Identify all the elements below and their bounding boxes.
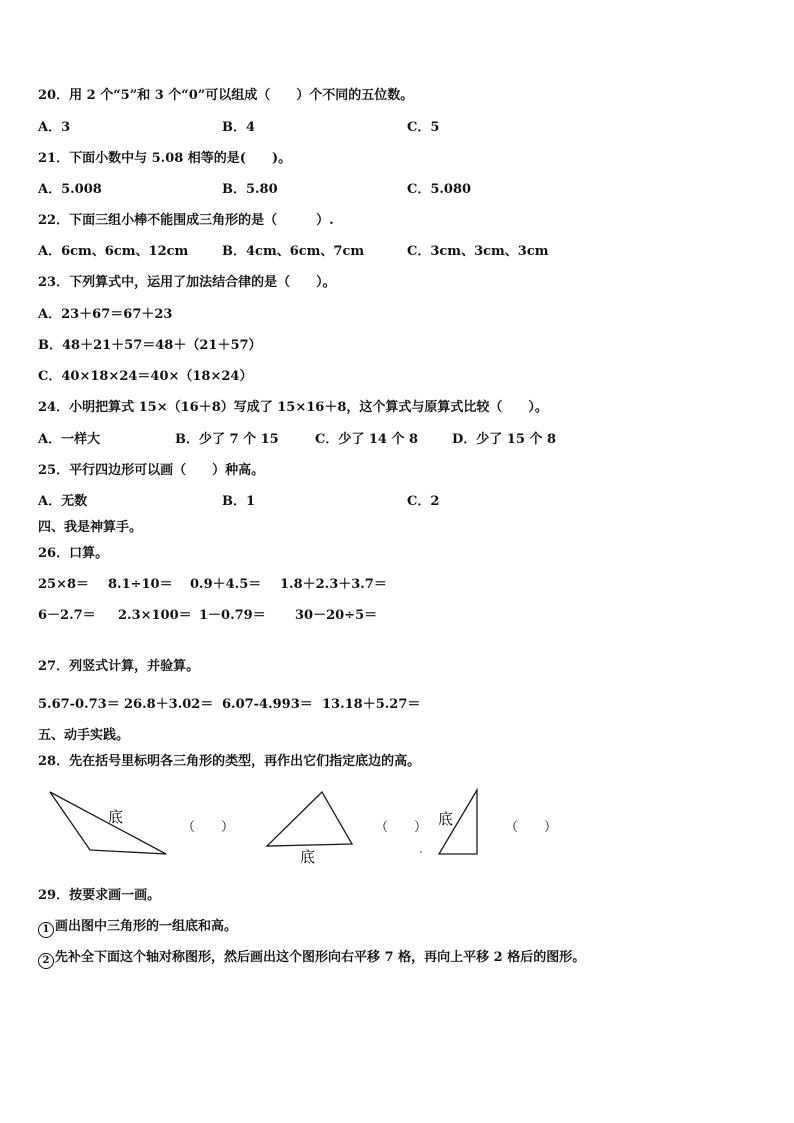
q29-part2-text: 先补全下面这个轴对称图形，然后画出这个图形向右平移 7 格，再向上平移 2 格后的图形。 — [55, 950, 586, 965]
calc-2: 8.1÷10＝ — [108, 577, 173, 592]
q20-stem: 20．用 2 个“5”和 3 个“0”可以组成（ ）个不同的五位数。 — [38, 88, 414, 103]
q23-option-b[interactable]: B．48＋21＋57＝48＋（21＋57） — [38, 338, 262, 353]
vertical-calc-4: 13.18＋5.27＝ — [322, 697, 421, 712]
q24-option-c[interactable]: C．少了 14 个 8 — [315, 432, 419, 447]
q27-stem: 27．列竖式计算，并验算。 — [38, 659, 200, 674]
circled-number-1: 1 — [38, 922, 54, 938]
base-label-3: 底 — [438, 810, 454, 828]
q25-stem: 25．平行四边形可以画（ ）种高。 — [38, 463, 265, 478]
q21-option-c[interactable]: C．5.080 — [407, 182, 472, 197]
q23-option-c[interactable]: C．40×18×24＝40×（18×24） — [38, 369, 253, 384]
q22-option-c[interactable]: C．3cm、3cm、3cm — [407, 244, 549, 259]
q21-option-b[interactable]: B．5.80 — [222, 182, 278, 197]
q24-option-b[interactable]: B．少了 7 个 15 — [175, 432, 279, 447]
vertical-calc-3: 6.07-4.993＝ — [222, 697, 313, 712]
q25-option-c[interactable]: C．2 — [407, 494, 440, 509]
calc-4: 1.8＋2.3＋3.7＝ — [280, 577, 387, 592]
answer-paren-3[interactable]: （ ） — [505, 820, 558, 835]
q28-stem: 28．先在括号里标明各三角形的类型，再作出它们指定底边的高。 — [38, 754, 421, 769]
q29-stem: 29．按要求画一画。 — [38, 888, 161, 903]
q29-part1 — [38, 915, 237, 938]
q24-stem: 24．小明把算式 15×（16＋8）写成了 15×16＋8，这个算式与原算式比较（ ）。 — [38, 400, 548, 415]
q22-stem: 22．下面三组小棒不能围成三角形的是（ ）. — [38, 213, 334, 228]
q24-option-a[interactable]: A．一样大 — [38, 432, 101, 447]
q26-stem: 26．口算。 — [38, 546, 109, 561]
q22-option-a[interactable]: A．6cm、6cm、12cm — [38, 244, 189, 259]
calc-6: 2.3×100＝ — [118, 608, 192, 623]
q29-part1-text: 画出图中三角形的一组底和高。 — [55, 919, 238, 934]
q29-part2 — [38, 946, 585, 969]
calc-5: 6－2.7＝ — [38, 608, 96, 623]
vertical-calc-2: 26.8＋3.02＝ — [124, 697, 214, 712]
q22-option-b[interactable]: B．4cm、6cm、7cm — [222, 244, 365, 259]
acute-triangle[interactable] — [267, 792, 352, 846]
vertical-calc-1: 5.67-0.73＝ — [38, 697, 120, 712]
calc-7: 1－0.79＝ — [199, 608, 266, 623]
q25-option-a[interactable]: A．无数 — [38, 494, 88, 509]
section5-title: 五、动手实践。 — [38, 728, 130, 743]
answer-paren-2[interactable]: （ ） — [375, 820, 428, 835]
q21-stem: 21．下面小数中与 5.08 相等的是( )。 — [38, 151, 292, 166]
q23-stem: 23．下列算式中，运用了加法结合律的是（ ）。 — [38, 275, 336, 290]
q20-option-c[interactable]: C．5 — [407, 120, 440, 135]
base-label-1: 底 — [108, 808, 124, 826]
stray-dot — [420, 851, 422, 853]
q20-option-b[interactable]: B．4 — [222, 120, 256, 135]
q23-option-a[interactable]: A．23＋67＝67＋23 — [38, 307, 173, 322]
answer-paren-1[interactable]: （ ） — [182, 820, 235, 835]
q25-option-b[interactable]: B．1 — [222, 494, 256, 509]
q20-option-a[interactable]: A．3 — [38, 120, 71, 135]
q24-option-d[interactable]: D．少了 15 个 8 — [452, 432, 556, 447]
calc-8: 30－20÷5＝ — [295, 608, 378, 623]
calc-3: 0.9＋4.5＝ — [190, 577, 262, 592]
q21-option-a[interactable]: A．5.008 — [38, 182, 102, 197]
section4-title: 四、我是神算手。 — [38, 520, 143, 535]
circled-number-2: 2 — [38, 953, 54, 969]
base-label-2: 底 — [300, 848, 316, 866]
calc-1: 25×8＝ — [38, 577, 90, 592]
